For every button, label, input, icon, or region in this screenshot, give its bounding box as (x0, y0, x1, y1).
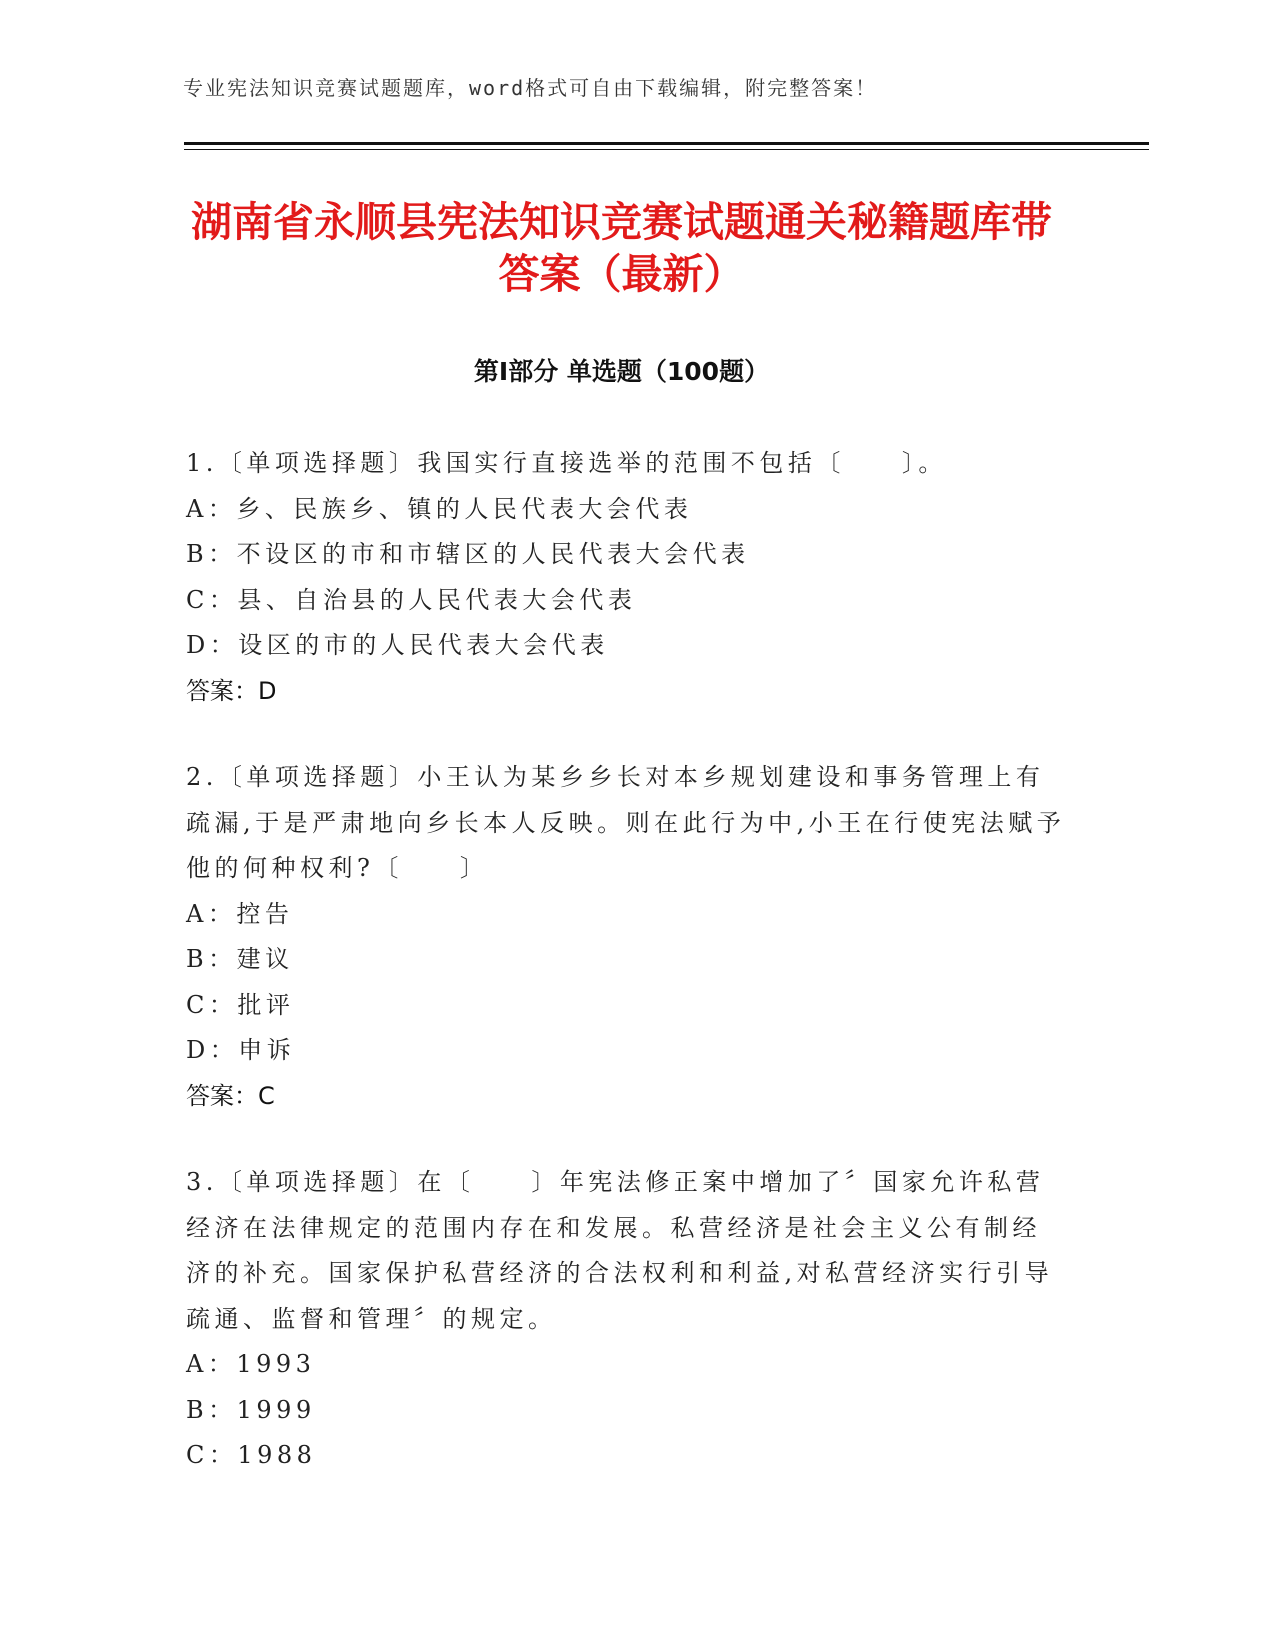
option-b: B：1999 (186, 1395, 316, 1424)
option-b: B：建议 (186, 945, 294, 973)
question-3 (186, 1160, 1066, 1479)
answer: 答案：C (186, 1081, 275, 1110)
section-title: 第Ⅰ部分 单选题（100题） (473, 357, 770, 386)
document-title: 湖南省永顺县宪法知识竞赛试题通关秘籍题库带答案（最新） (191, 198, 1052, 298)
option-c: C：1988 (186, 1441, 317, 1469)
option-b: B：不设区的市和市辖区的人民代表大会代表 (186, 540, 750, 568)
option-d: D：设区的市的人民代表大会代表 (186, 631, 609, 659)
option-c: C：批评 (186, 990, 295, 1019)
question-2 (186, 755, 1066, 1119)
header-divider-thick (184, 142, 1149, 145)
option-a: A：控告 (186, 899, 294, 928)
header-divider-thin (184, 149, 1149, 150)
question-stem: 2.〔单项选择题〕小王认为某乡乡长对本乡规划建设和事务管理上有疏漏,于是严肃地向乡长本人反映。则在此行为中,小王在行使宪法赋予他的何种权利?〔 〕 (186, 763, 1066, 882)
option-a: A：乡、民族乡、镇的人民代表大会代表 (186, 494, 693, 523)
header-note: 专业宪法知识竞赛试题题库，word格式可自由下载编辑，附完整答案！ (183, 76, 878, 100)
option-a: A：1993 (186, 1350, 316, 1378)
question-stem: 1.〔单项选择题〕我国实行直接选举的范围不包括〔 〕。 (186, 449, 947, 477)
question-list (186, 441, 1066, 1520)
question-stem: 3.〔单项选择题〕在〔 〕年宪法修正案中增加了〞国家允许私营经济在法律规定的范围内存在和发展。私营经济是社会主义公有制经济的补充。国家保护私营经济的合法权利和利益,对私营经济实行引导疏通、监督和管理〞的规定。 (186, 1168, 1054, 1333)
option-d: D：申诉 (186, 1036, 296, 1064)
question-1 (186, 441, 1066, 714)
option-c: C：县、自治县的人民代表大会代表 (186, 585, 637, 614)
answer: 答案：D (186, 676, 277, 705)
